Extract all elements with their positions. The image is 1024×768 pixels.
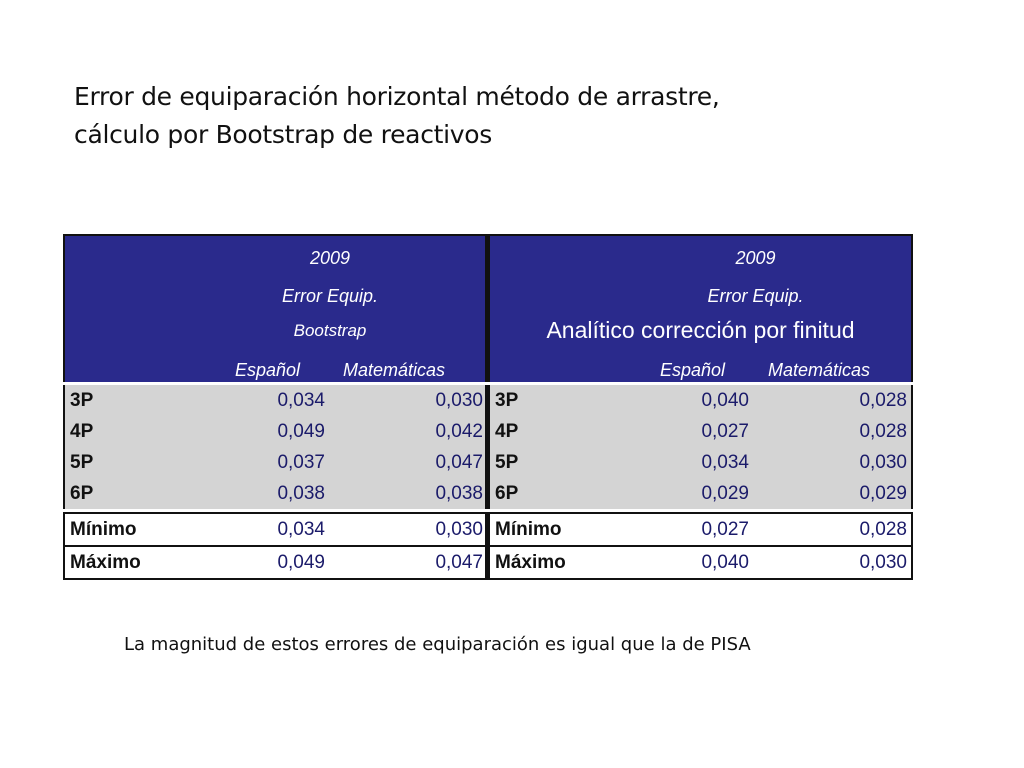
row-label: 6P	[70, 483, 94, 504]
col-espanol-header: Español	[235, 360, 301, 380]
matematicas-value: 0,029	[859, 483, 907, 504]
row-label: 3P	[495, 390, 519, 411]
method-label: Bootstrap	[293, 321, 367, 340]
bootstrap-table	[63, 234, 487, 580]
table-row	[63, 416, 487, 447]
table-row	[487, 447, 913, 478]
matematicas-value: 0,038	[435, 483, 483, 504]
col-matematicas-header: Matemáticas	[768, 360, 871, 380]
col-matematicas-header: Matemáticas	[343, 360, 446, 380]
error-equip-label: Error Equip.	[707, 286, 804, 306]
analytic-table-header	[487, 234, 913, 382]
slide-title-line1: Error de equiparación horizontal método de arrastre,	[74, 82, 720, 111]
slide-title	[74, 78, 874, 154]
min-label: Mínimo	[70, 519, 137, 540]
min-row	[63, 512, 487, 545]
espanol-value: 0,038	[277, 483, 325, 504]
comparison-tables	[63, 234, 913, 580]
max-espanol-value: 0,040	[701, 552, 749, 573]
min-matematicas-value: 0,030	[435, 519, 483, 540]
espanol-value: 0,037	[277, 452, 325, 473]
max-matematicas-value: 0,047	[435, 552, 483, 573]
table-row	[487, 478, 913, 509]
espanol-value: 0,049	[277, 421, 325, 442]
row-label: 5P	[70, 452, 94, 473]
max-espanol-value: 0,049	[277, 552, 325, 573]
col-espanol-header: Español	[660, 360, 726, 380]
row-label: 4P	[495, 421, 519, 442]
espanol-value: 0,034	[277, 390, 325, 411]
year-label: 2009	[309, 248, 351, 268]
espanol-value: 0,034	[701, 452, 749, 473]
min-row	[487, 512, 913, 545]
slide-title-line2: cálculo por Bootstrap de reactivos	[74, 120, 492, 149]
matematicas-value: 0,042	[435, 421, 483, 442]
table-row	[63, 478, 487, 509]
max-label: Máximo	[70, 552, 141, 573]
footnote: La magnitud de estos errores de equiparación es igual que la de PISA	[124, 634, 751, 655]
matematicas-value: 0,030	[859, 452, 907, 473]
min-espanol-value: 0,034	[277, 519, 325, 540]
row-label: 3P	[70, 390, 94, 411]
max-row	[63, 545, 487, 580]
max-matematicas-value: 0,030	[859, 552, 907, 573]
min-label: Mínimo	[495, 519, 562, 540]
table-row	[487, 416, 913, 447]
row-label: 6P	[495, 483, 519, 504]
min-espanol-value: 0,027	[701, 519, 749, 540]
row-label: 5P	[495, 452, 519, 473]
espanol-value: 0,027	[701, 421, 749, 442]
min-matematicas-value: 0,028	[859, 519, 907, 540]
max-label: Máximo	[495, 552, 566, 573]
bootstrap-table-header	[63, 234, 487, 382]
espanol-value: 0,040	[701, 390, 749, 411]
matematicas-value: 0,028	[859, 390, 907, 411]
table-row	[63, 385, 487, 416]
method-label: Analítico corrección por finitud	[546, 317, 855, 343]
year-label: 2009	[735, 248, 776, 268]
matematicas-value: 0,047	[435, 452, 483, 473]
max-row	[487, 545, 913, 580]
matematicas-value: 0,028	[859, 421, 907, 442]
row-label: 4P	[70, 421, 94, 442]
analytic-table	[487, 234, 913, 580]
table-row	[487, 385, 913, 416]
error-equip-label: Error Equip.	[281, 286, 379, 306]
matematicas-value: 0,030	[435, 390, 483, 411]
espanol-value: 0,029	[701, 483, 749, 504]
table-row	[63, 447, 487, 478]
